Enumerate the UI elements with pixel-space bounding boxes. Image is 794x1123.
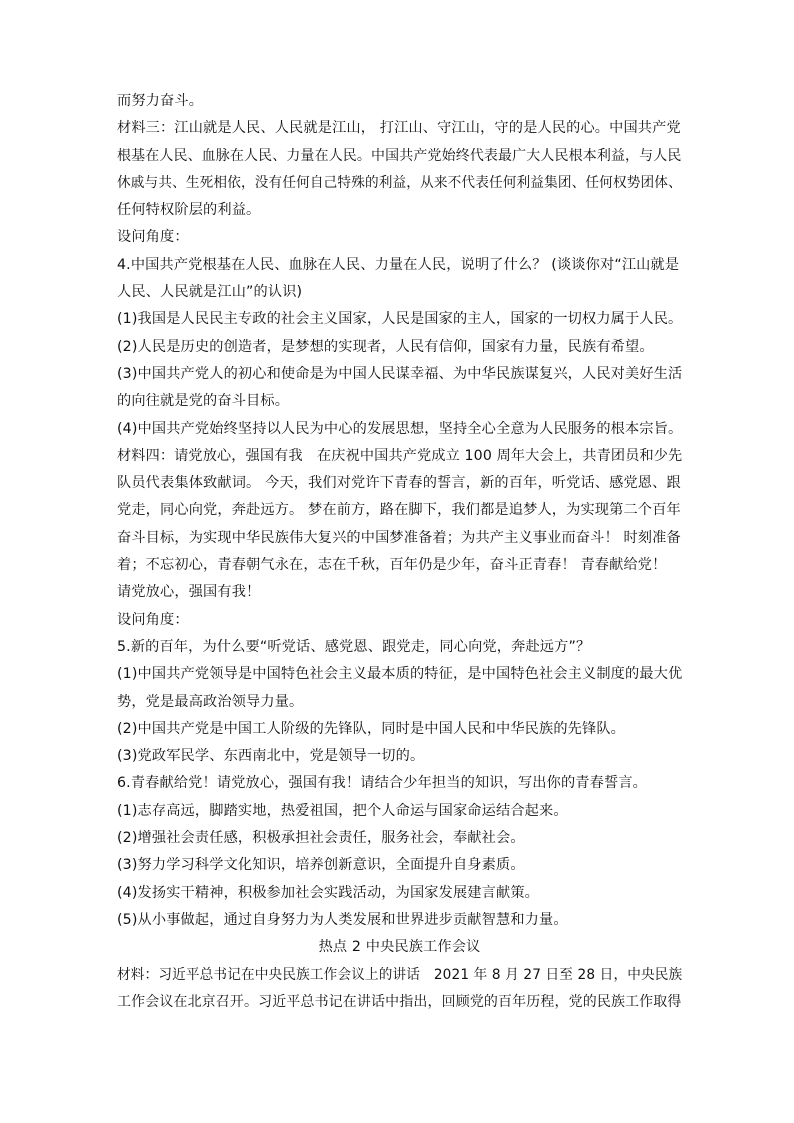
text-line: 奋斗目标，为实现中华民族伟大复兴的中国梦准备着；为共产主义事业而奋斗！ 时刻准备 (117, 529, 681, 546)
answer-item: (5)从小事做起，通过自身努力为人类发展和世界进步贡献智慧和力量。 (117, 911, 568, 928)
text-line: 休戚与共、生死相依，没有任何自己特殊的利益，从来不代表任何利益集团、任何权势团体、 (117, 174, 682, 191)
section-heading: 热点 2 中央民族工作会议 (318, 939, 481, 956)
answer-item: (3)努力学习科学文化知识，培养创新意识，全面提升自身素质。 (117, 857, 525, 874)
text-line: 队员代表集体致献词。 今天，我们对党许下青春的誓言，新的百年，听党话、感党恩、跟 (117, 475, 681, 492)
question-4: 4.中国共产党根基在人民、血脉在人民、力量在人民，说明了什么？ (谈谈你对“江山就是 (117, 256, 680, 273)
question-angle-heading: 设问角度： (117, 611, 189, 628)
answer-item: (2)人民是历史的创造者，是梦想的实现者，人民有信仰，国家有力量，民族有希望。 (117, 338, 654, 355)
text-line: 人民、人民就是江山”的认识) (117, 284, 303, 301)
material-line: 材料：习近平总书记在中央民族工作会议上的讲话 2021 年 8 月 27 日至 28 日，中央民族 (117, 966, 683, 983)
answer-item: (4)中国共产党始终坚持以人民为中心的发展思想，坚持全心全意为人民服务的根本宗旨。 (117, 420, 683, 437)
answer-item: (1)志存高远，脚踏实地，热爱祖国，把个人命运与国家命运结合起来。 (117, 802, 568, 819)
answer-item: (2)增强社会责任感，积极承担社会责任，服务社会，奉献社会。 (117, 830, 525, 847)
text-line: 势，党是最高政治领导力量。 (117, 693, 304, 710)
answer-item: (3)党政军民学、东西南北中，党是领导一切的。 (117, 748, 425, 765)
text-line: 党走，同心向党，奔赴远方。 梦在前方，路在脚下，我们都是追梦人，为实现第二个百年 (117, 502, 681, 519)
text-line: 任何特权阶层的利益。 (117, 202, 261, 219)
question-angle-heading: 设问角度： (117, 229, 189, 246)
material-3-line: 材料三：江山就是人民、人民就是江山， 打江山、守江山，守的是人民的心。中国共产党 (117, 120, 681, 137)
answer-item: (4)发扬实干精神，积极参加社会实践活动，为国家发展建言献策。 (117, 884, 539, 901)
answer-item: (1)中国共产党领导是中国特色社会主义最本质的特征，是中国特色社会主义制度的最大优 (117, 666, 683, 683)
question-6: 6.青春献给党！请党放心，强国有我！请结合少年担当的知识，写出你的青春誓言。 (117, 775, 647, 792)
answer-item: (3)中国共产党人的初心和使命是为中国人民谋幸福、为中华民族谋复兴，人民对美好生活 (117, 365, 683, 382)
answer-item: (2)中国共产党是中国工人阶级的先锋队，同时是中国人民和中华民族的先锋队。 (117, 720, 626, 737)
text-line: 而努力奋斗。 (117, 93, 204, 109)
text-line: 着；不忘初心，青春朝气永在，志在千秋，百年仍是少年，奋斗正青春！ 青春献给党！ (117, 557, 667, 574)
text-line: 请党放心，强国有我！ (117, 584, 261, 601)
question-5: 5.新的百年，为什么要“听党话、感党恩、跟党走，同心向党，奔赴远方”？ (117, 638, 591, 655)
answer-item: (1)我国是人民民主专政的社会主义国家，人民是国家的主人，国家的一切权力属于人民。 (117, 311, 683, 328)
document-body (117, 88, 682, 1016)
text-line: 的向往就是党的奋斗目标。 (117, 393, 290, 410)
text-line: 工作会议在北京召开。习近平总书记在讲话中指出，回顾党的百年历程，党的民族工作取得 (117, 993, 682, 1010)
text-line: 根基在人民、血脉在人民、力量在人民。中国共产党始终代表最广大人民根本利益，与人民 (117, 147, 682, 164)
material-4-line: 材料四：请党放心，强国有我 在庆祝中国共产党成立 100 周年大会上，共青团员和少先 (117, 447, 683, 464)
